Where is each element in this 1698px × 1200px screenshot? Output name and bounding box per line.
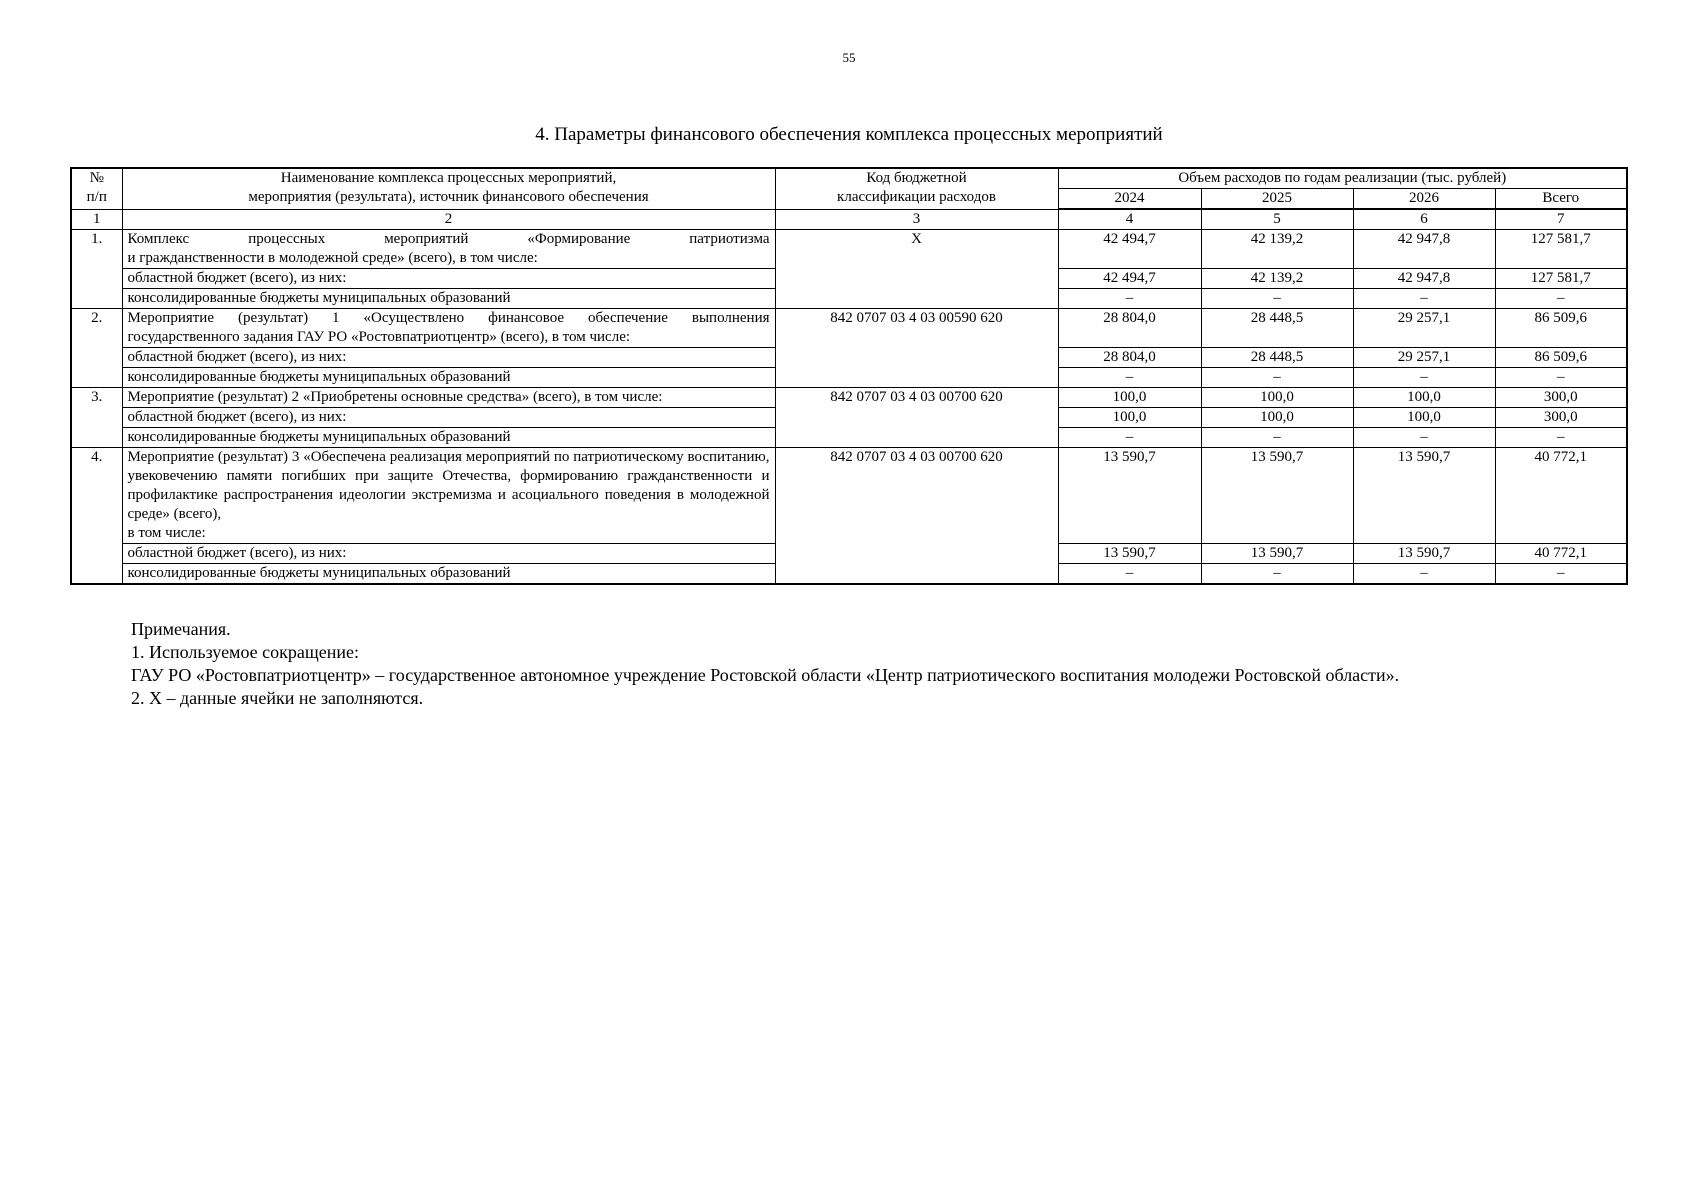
value-total: 127 581,7 xyxy=(1495,230,1627,269)
value-total: 86 509,6 xyxy=(1495,348,1627,368)
row-name: Комплекс процессных мероприятий «Формирование патриотизма и гражданственности в молодежной среде» (всего), в том числе: xyxy=(122,230,775,269)
value-total: – xyxy=(1495,564,1627,585)
value-2025: – xyxy=(1201,564,1353,585)
header-total: Всего xyxy=(1495,189,1627,210)
header-name: Наименование комплекса процессных мероприятий, мероприятия (результата), источник финансового обеспечения xyxy=(122,168,775,209)
value-2025: 42 139,2 xyxy=(1201,269,1353,289)
value-2025: – xyxy=(1201,289,1353,309)
value-2026: 100,0 xyxy=(1353,388,1495,408)
column-numbers-row xyxy=(71,209,1627,230)
value-total: 40 772,1 xyxy=(1495,448,1627,544)
table-row xyxy=(71,448,1627,544)
value-2024: 13 590,7 xyxy=(1058,448,1201,544)
header-num: № п/п xyxy=(71,168,122,209)
value-2024: 28 804,0 xyxy=(1058,309,1201,348)
table-row xyxy=(71,230,1627,269)
note-line: 1. Используемое сокращение: xyxy=(131,642,359,662)
row-code: 842 0707 03 4 03 00700 620 xyxy=(775,448,1058,585)
header-code: Код бюджетной классификации расходов xyxy=(775,168,1058,209)
value-2024: 100,0 xyxy=(1058,408,1201,428)
col-number: 6 xyxy=(1353,209,1495,230)
col-number: 5 xyxy=(1201,209,1353,230)
row-name: Мероприятие (результат) 3 «Обеспечена реализация мероприятий по патриотическому воспитанию, увековечению памяти погибших при защите Отечества, формированию гражданственности и профилактике распространения идеологии экстремизма и асоциального поведения в молодежной среде» (всего), в том числе: xyxy=(122,448,775,544)
value-2026: – xyxy=(1353,428,1495,448)
value-total: 127 581,7 xyxy=(1495,269,1627,289)
header-row xyxy=(71,168,1627,189)
note-line: 2. Х – данные ячейки не заполняются. xyxy=(131,688,424,708)
value-total: 300,0 xyxy=(1495,408,1627,428)
value-2024: 42 494,7 xyxy=(1058,230,1201,269)
row-code: 842 0707 03 4 03 00700 620 xyxy=(775,388,1058,448)
value-2024: – xyxy=(1058,564,1201,585)
value-2026: 13 590,7 xyxy=(1353,544,1495,564)
value-total: – xyxy=(1495,289,1627,309)
row-number: 2. xyxy=(71,309,122,388)
notes xyxy=(131,618,1399,710)
col-number: 3 xyxy=(775,209,1058,230)
value-2024: – xyxy=(1058,368,1201,388)
row-number: 1. xyxy=(71,230,122,309)
value-2024: – xyxy=(1058,289,1201,309)
value-2025: 100,0 xyxy=(1201,408,1353,428)
value-2026: 29 257,1 xyxy=(1353,348,1495,368)
value-2025: 28 448,5 xyxy=(1201,309,1353,348)
row-name: Мероприятие (результат) 2 «Приобретены основные средства» (всего), в том числе: xyxy=(122,388,775,408)
value-2026: – xyxy=(1353,564,1495,585)
subrow-label: областной бюджет (всего), из них: xyxy=(122,544,775,564)
header-volume: Объем расходов по годам реализации (тыс. рублей) xyxy=(1058,168,1627,189)
subrow-label: консолидированные бюджеты муниципальных образований xyxy=(122,368,775,388)
financing-table xyxy=(70,167,1628,585)
col-number: 1 xyxy=(71,209,122,230)
table-row xyxy=(71,388,1627,408)
col-number: 7 xyxy=(1495,209,1627,230)
header-year-2025: 2025 xyxy=(1201,189,1353,210)
value-total: – xyxy=(1495,368,1627,388)
value-total: 300,0 xyxy=(1495,388,1627,408)
subrow-label: областной бюджет (всего), из них: xyxy=(122,348,775,368)
value-2026: – xyxy=(1353,368,1495,388)
col-number: 4 xyxy=(1058,209,1201,230)
value-2025: – xyxy=(1201,368,1353,388)
subrow-label: консолидированные бюджеты муниципальных образований xyxy=(122,564,775,585)
value-2025: 100,0 xyxy=(1201,388,1353,408)
value-2026: 29 257,1 xyxy=(1353,309,1495,348)
row-code: 842 0707 03 4 03 00590 620 xyxy=(775,309,1058,388)
header-year-2026: 2026 xyxy=(1353,189,1495,210)
value-2025: 13 590,7 xyxy=(1201,448,1353,544)
value-2025: 28 448,5 xyxy=(1201,348,1353,368)
value-2024: 28 804,0 xyxy=(1058,348,1201,368)
value-total: 40 772,1 xyxy=(1495,544,1627,564)
value-2024: 42 494,7 xyxy=(1058,269,1201,289)
row-number: 3. xyxy=(71,388,122,448)
subrow-label: областной бюджет (всего), из них: xyxy=(122,269,775,289)
col-number: 2 xyxy=(122,209,775,230)
value-2025: 42 139,2 xyxy=(1201,230,1353,269)
page-number: 55 xyxy=(842,50,856,65)
value-total: 86 509,6 xyxy=(1495,309,1627,348)
notes-heading: Примечания. xyxy=(131,619,231,639)
header-year-2024: 2024 xyxy=(1058,189,1201,210)
value-2026: 13 590,7 xyxy=(1353,448,1495,544)
note-line: ГАУ РО «Ростовпатриотцентр» – государственное автономное учреждение Ростовской области «Центр патриотического воспитания молодежи Ростовской области». xyxy=(131,665,1400,685)
value-total: – xyxy=(1495,428,1627,448)
value-2024: – xyxy=(1058,428,1201,448)
value-2026: 42 947,8 xyxy=(1353,230,1495,269)
value-2024: 100,0 xyxy=(1058,388,1201,408)
value-2024: 13 590,7 xyxy=(1058,544,1201,564)
row-number: 4. xyxy=(71,448,122,585)
row-code: Х xyxy=(775,230,1058,309)
value-2025: 13 590,7 xyxy=(1201,544,1353,564)
subrow-label: консолидированные бюджеты муниципальных образований xyxy=(122,289,775,309)
value-2026: 100,0 xyxy=(1353,408,1495,428)
value-2026: 42 947,8 xyxy=(1353,269,1495,289)
section-title: 4. Параметры финансового обеспечения комплекса процессных мероприятий xyxy=(535,124,1163,145)
value-2026: – xyxy=(1353,289,1495,309)
subrow-label: консолидированные бюджеты муниципальных образований xyxy=(122,428,775,448)
subrow-label: областной бюджет (всего), из них: xyxy=(122,408,775,428)
row-name: Мероприятие (результат) 1 «Осуществлено финансовое обеспечение выполнения государственного задания ГАУ РО «Ростовпатриотцентр» (всего), в том числе: xyxy=(122,309,775,348)
value-2025: – xyxy=(1201,428,1353,448)
table-row xyxy=(71,309,1627,348)
